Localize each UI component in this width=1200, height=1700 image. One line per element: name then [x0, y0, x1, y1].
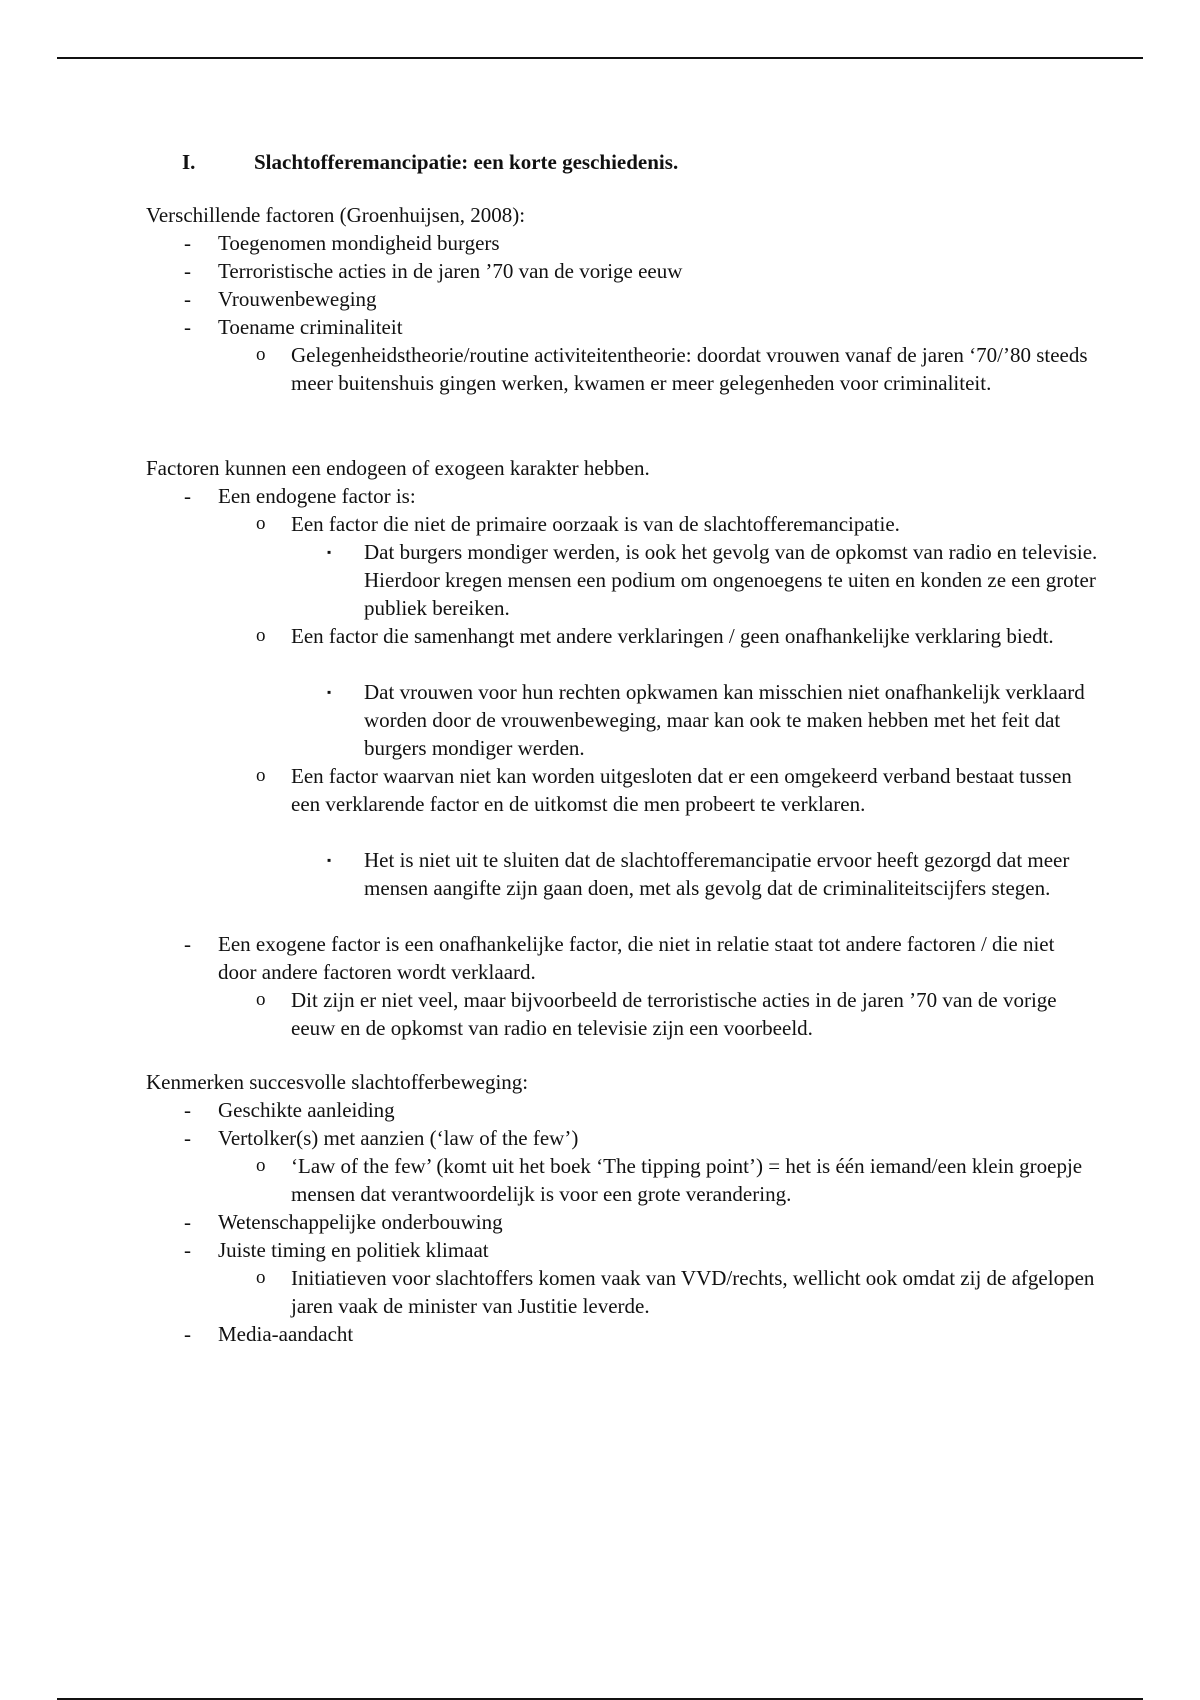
circle-bullet: o: [256, 1155, 266, 1176]
sub-list-item: o Gelegenheidstheorie/routine activiteitentheorie: doordat vrouwen vanaf de jaren ‘70/’80 steeds meer buitenshuis gingen werken, kwamen er meer gelegenheden voor criminaliteit.: [256, 343, 1088, 395]
dash-bullet: -: [184, 259, 191, 283]
top-rule: [57, 57, 1143, 59]
dash-bullet: -: [184, 1126, 191, 1150]
sub-list-item: o Een factor die niet de primaire oorzaak is van de slachtofferemancipatie.: [256, 512, 900, 536]
sub-list-item: o Een factor die samenhangt met andere verklaringen / geen onafhankelijke verklaring biedt.: [256, 624, 1054, 648]
list-item: - Juiste timing en politiek klimaat: [184, 1238, 489, 1262]
dash-bullet: -: [184, 1210, 191, 1234]
list-item: - Toename criminaliteit: [184, 315, 403, 339]
sub-sub-list-item: ▪ Dat vrouwen voor hun rechten opkwamen kan misschien niet onafhankelijk verklaard worden door de vrouwenbeweging, maar kan ook te maken hebben met het feit dat burgers mondiger werden.: [327, 680, 1085, 760]
list-item: - Geschikte aanleiding: [184, 1098, 395, 1122]
circle-bullet: o: [256, 989, 266, 1010]
section2-intro: Factoren kunnen een endogeen of exogeen karakter hebben.: [146, 456, 650, 480]
sub-sub-list-item: ▪ Het is niet uit te sluiten dat de slachtofferemancipatie ervoor heeft gezorgd dat meer mensen aangifte zijn gaan doen, met als gevolg dat de criminaliteitscijfers stegen.: [327, 848, 1070, 900]
circle-bullet: o: [256, 765, 266, 786]
list-item: - Een endogene factor is:: [184, 484, 416, 508]
sub-sub-list-item: ▪ Dat burgers mondiger werden, is ook het gevolg van de opkomst van radio en televisie. Hierdoor kregen mensen een podium om ongenoegens te uiten en konden ze een groter publiek bereiken.: [327, 540, 1098, 620]
square-bullet: ▪: [327, 545, 332, 559]
circle-bullet: o: [256, 1267, 266, 1288]
dash-bullet: -: [184, 231, 191, 255]
list-item: - Toegenomen mondigheid burgers: [184, 231, 500, 255]
heading-title: Slachtofferemancipatie: een korte geschiedenis.: [254, 150, 679, 174]
list-item: - Vrouwenbeweging: [184, 287, 377, 311]
dash-bullet: -: [184, 315, 191, 339]
section1-intro: Verschillende factoren (Groenhuijsen, 2008):: [146, 203, 526, 227]
sub-list-item: o Initiatieven voor slachtoffers komen vaak van VVD/rechts, wellicht ook omdat zij de afgelopen jaren vaak de minister van Justitie leverde.: [256, 1266, 1095, 1318]
list-item: - Vertolker(s) met aanzien (‘law of the few’): [184, 1126, 579, 1150]
circle-bullet: o: [256, 344, 266, 365]
dash-bullet: -: [184, 1238, 191, 1262]
heading-number: I.: [182, 150, 196, 174]
dash-bullet: -: [184, 484, 191, 508]
sub-list-item: o Een factor waarvan niet kan worden uitgesloten dat er een omgekeerd verband bestaat tussen een verklarende factor en de uitkomst die men probeert te verklaren.: [256, 764, 1072, 816]
sub-list-item: o ‘Law of the few’ (komt uit het boek ‘The tipping point’) = het is één iemand/een klein groepje mensen dat verantwoordelijk is voor een grote verandering.: [256, 1154, 1083, 1206]
list-item: - Een exogene factor is een onafhankelijke factor, die niet in relatie staat tot andere factoren / die niet door andere factoren wordt verklaard.: [184, 932, 1055, 984]
dash-bullet: -: [184, 932, 191, 956]
circle-bullet: o: [256, 625, 266, 646]
dash-bullet: -: [184, 1098, 191, 1122]
dash-bullet: -: [184, 1322, 191, 1346]
square-bullet: ▪: [327, 685, 332, 699]
list-item: - Media-aandacht: [184, 1322, 354, 1346]
square-bullet: ▪: [327, 853, 332, 867]
list-item: - Terroristische acties in de jaren ’70 van de vorige eeuw: [184, 259, 683, 283]
section3-intro: Kenmerken succesvolle slachtofferbeweging:: [146, 1070, 529, 1094]
dash-bullet: -: [184, 287, 191, 311]
sub-list-item: o Dit zijn er niet veel, maar bijvoorbeeld de terroristische acties in de jaren ’70 van de vorige eeuw en de opkomst van radio en televisie zijn een voorbeeld.: [256, 988, 1057, 1040]
circle-bullet: o: [256, 513, 266, 534]
list-item: - Wetenschappelijke onderbouwing: [184, 1210, 503, 1234]
